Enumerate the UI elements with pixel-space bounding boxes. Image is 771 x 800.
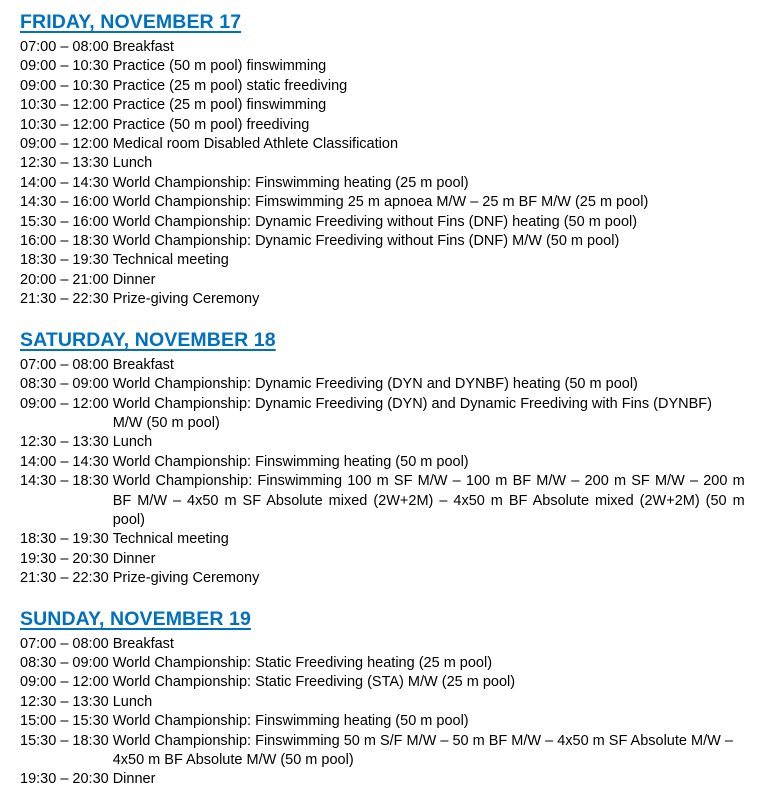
entry-time: 08:30 – 09:00 (20, 376, 109, 393)
entry-time: 15:30 – 18:30 (20, 732, 109, 749)
entry-time: 09:00 – 12:00 (20, 136, 109, 153)
schedule-entry (20, 550, 751, 569)
day-heading: SATURDAY, NOVEMBER 18 (20, 328, 276, 351)
schedule-entry (20, 193, 751, 212)
day-section-saturday (20, 328, 751, 589)
entry-time: 19:30 – 20:30 (20, 771, 109, 788)
schedule-entry (20, 135, 751, 154)
schedule-entry (20, 290, 751, 309)
entry-time: 18:30 – 19:30 (20, 252, 109, 269)
entry-time: 10:30 – 12:00 (20, 97, 109, 114)
schedule-entry (20, 732, 751, 771)
entry-description: Practice (50 m pool) freediving (112, 116, 310, 133)
entry-description: Dinner (112, 550, 156, 567)
schedule-entry (20, 154, 751, 173)
schedule-entry (20, 232, 751, 251)
entry-description: World Championship: Dynamic Freediving (DYN and DYNBF) heating (50 m pool) (112, 376, 638, 393)
entry-description: World Championship: Dynamic Freediving without Fins (DNF) heating (50 m pool) (112, 213, 638, 230)
entry-time: 14:00 – 14:30 (20, 453, 109, 470)
schedule-entry (20, 251, 751, 270)
schedule-entry (20, 635, 751, 654)
entry-description: World Championship: Static Freediving heating (25 m pool) (112, 654, 493, 671)
schedule-entry (20, 395, 751, 434)
entry-description: World Championship: Static Freediving (STA) M/W (25 m pool) (112, 674, 516, 691)
entry-time: 12:30 – 13:30 (20, 155, 109, 172)
entry-time: 14:00 – 14:30 (20, 174, 109, 191)
entry-time: 18:30 – 19:30 (20, 531, 109, 548)
schedule-entry (20, 174, 751, 193)
entry-description: Lunch (112, 693, 153, 710)
entry-time: 12:30 – 13:30 (20, 693, 109, 710)
entry-description: Breakfast (112, 635, 174, 652)
entry-time: 14:30 – 18:30 (20, 473, 109, 490)
entry-time: 10:30 – 12:00 (20, 116, 109, 133)
entry-time: 15:30 – 16:00 (20, 213, 109, 230)
entry-time: 21:30 – 22:30 (20, 291, 109, 308)
entry-description: Lunch (112, 434, 153, 451)
schedule-entry (20, 673, 751, 692)
entry-time: 12:30 – 13:30 (20, 434, 109, 451)
entry-time: 09:00 – 12:00 (20, 674, 109, 691)
day-section-friday (20, 10, 751, 310)
entry-time: 09:00 – 10:30 (20, 77, 109, 94)
entry-time: 21:30 – 22:30 (20, 570, 109, 587)
entry-description: Prize-giving Ceremony (112, 570, 260, 587)
entry-description: Practice (25 m pool) static freediving (112, 77, 348, 94)
entry-description: World Championship: Finswimming 50 m S/F M/W – 50 m BF M/W – 4x50 m SF Absolute M/W – 4x50 m BF Absolute M/W (50 m pool) (112, 732, 733, 768)
schedule-entry (20, 356, 751, 375)
schedule-entry (20, 433, 751, 452)
entry-time: 14:30 – 16:00 (20, 194, 109, 211)
entry-description: Practice (50 m pool) finswimming (112, 58, 327, 75)
entry-description: Practice (25 m pool) finswimming (112, 97, 327, 114)
entry-description: Technical meeting (112, 531, 229, 548)
entry-description: Medical room Disabled Athlete Classification (112, 136, 399, 153)
schedule-entry (20, 712, 751, 731)
entry-time: 15:00 – 15:30 (20, 713, 109, 730)
schedule-entry (20, 38, 751, 57)
entry-description: World Championship: Finswimming 100 m SF M/W – 100 m BF M/W – 200 m SF M/W – 200 m BF M/W – 4x50 m SF Absolute mixed (2W+2M) – 4x50 m BF Absolute mixed (2W+2M) (50 m pool) (112, 473, 745, 528)
entry-description: World Championship: Finswimming heating (25 m pool) (112, 174, 469, 191)
entry-description: World Championship: Finswimming heating (50 m pool) (112, 713, 469, 730)
entry-time: 07:00 – 08:00 (20, 635, 109, 652)
day-heading: SUNDAY, NOVEMBER 19 (20, 607, 251, 630)
entry-time: 09:00 – 10:30 (20, 58, 109, 75)
entry-time: 19:30 – 20:30 (20, 550, 109, 567)
entry-description: Breakfast (112, 39, 174, 55)
schedule-entry (20, 57, 751, 76)
schedule-entry (20, 530, 751, 549)
entry-description: World Championship: Finswimming heating (50 m pool) (112, 453, 469, 470)
entry-time: 07:00 – 08:00 (20, 39, 109, 55)
schedule-entry (20, 116, 751, 135)
schedule-entry (20, 472, 751, 530)
day-section-sunday (20, 607, 751, 790)
entry-description: Dinner (112, 771, 156, 788)
entry-description: World Championship: Dynamic Freediving without Fins (DNF) M/W (50 m pool) (112, 233, 620, 250)
schedule-entry (20, 96, 751, 115)
entry-time: 08:30 – 09:00 (20, 654, 109, 671)
schedule-entry (20, 271, 751, 290)
schedule-entry (20, 654, 751, 673)
schedule-entry (20, 770, 751, 789)
schedule-entry (20, 213, 751, 232)
schedule-entry (20, 569, 751, 588)
schedule-entry (20, 693, 751, 712)
schedule-entry (20, 453, 751, 472)
entry-description: Dinner (112, 271, 156, 288)
entry-time: 07:00 – 08:00 (20, 356, 109, 373)
schedule-entry (20, 77, 751, 96)
entry-time: 16:00 – 18:30 (20, 233, 109, 250)
day-heading: FRIDAY, NOVEMBER 17 (20, 11, 242, 33)
entry-description: Technical meeting (112, 252, 229, 269)
entry-description: World Championship: Fimswimming 25 m apnoea M/W – 25 m BF M/W (25 m pool) (112, 194, 649, 211)
entry-description: World Championship: Dynamic Freediving (DYN) and Dynamic Freediving with Fins (DYNBF) M/W (50 m pool) (112, 395, 712, 431)
entry-description: Lunch (112, 155, 153, 172)
schedule-entry (20, 375, 751, 394)
entry-time: 20:00 – 21:00 (20, 271, 109, 288)
entry-time: 09:00 – 12:00 (20, 395, 109, 412)
entry-description: Breakfast (112, 356, 174, 373)
entry-description: Prize-giving Ceremony (112, 291, 260, 308)
